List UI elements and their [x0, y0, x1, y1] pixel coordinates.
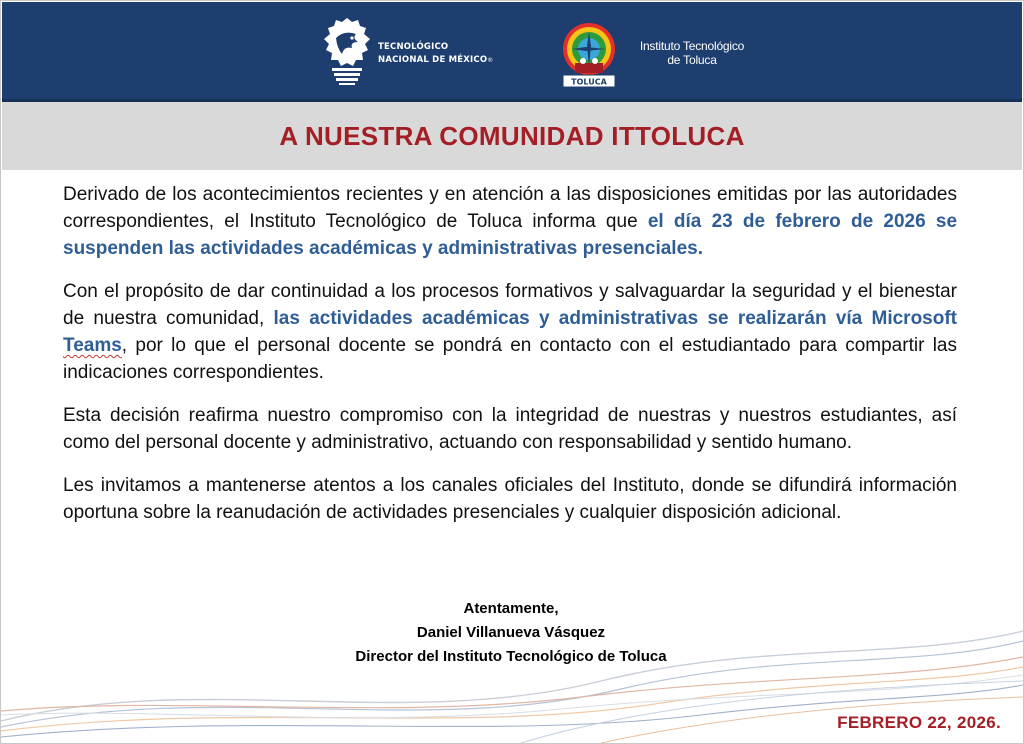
page-title: A NUESTRA COMUNIDAD ITTOLUCA	[279, 121, 745, 151]
closing: Atentamente,	[463, 600, 559, 617]
paragraph-2-end: , por lo que el personal docente se pondrá en contacto con el estudiantado para compartir las indicaciones correspondientes.	[63, 335, 957, 383]
date: FEBRERO 22, 2026.	[837, 713, 1001, 732]
paragraph-1	[63, 181, 957, 262]
paragraph-2	[63, 278, 957, 386]
signer-position: Director del Instituto Tecnológico de Toluca	[355, 648, 667, 665]
paragraph-2-text: Con el propósito de dar continuidad a los procesos formativos y salvaguardar la seguridad y el bienestar de nuestra comunidad,	[63, 281, 957, 329]
signer-name: Daniel Villanueva Vásquez	[416, 624, 606, 641]
itt-toluca-emblem-icon	[555, 19, 623, 89]
paragraph-3: Esta decisión reafirma nuestro compromiso con la integridad de nuestras y nuestros estudiantes, así como del personal docente y administrativo, actuando con responsabilidad y sentido humano.	[63, 405, 957, 453]
itt-line-1: Instituto Tecnológico	[639, 39, 745, 53]
paragraph-1-highlight: el día 23 de febrero de 2026 se suspenden las actividades académicas y administrativas presenciales	[63, 211, 958, 259]
itt-line-2: de Toluca	[667, 53, 717, 67]
registered-mark: ®	[487, 57, 494, 64]
tecnm-line-1: TECNOLÓGICO	[378, 42, 449, 52]
tecnm-logo-icon	[322, 16, 372, 86]
title-band	[2, 102, 1022, 170]
paragraph-2-highlight: las actividades académicas y administrativas se realizarán vía Microsoft	[273, 308, 957, 329]
tecnm-line-2: NACIONAL DE MÉXICO	[378, 55, 488, 65]
itt-name	[630, 39, 754, 67]
teams-word: Teams	[63, 335, 122, 356]
paragraph-1-end: .	[697, 238, 703, 259]
tecnm-name	[378, 41, 493, 67]
itt-logo-banner: TOLUCA	[571, 77, 607, 87]
announcement-body	[63, 181, 957, 542]
paragraph-1-text: Derivado de los acontecimientos recientes y en atención a las disposiciones emitidas por las autoridades correspondientes, el Instituto Tecnológico de Toluca informa que	[63, 184, 957, 232]
header-bar	[2, 2, 1022, 102]
signature-block	[1, 597, 1021, 669]
paragraph-4: Les invitamos a mantenerse atentos a los canales oficiales del Instituto, donde se difundirá información oportuna sobre la reanudación de actividades presenciales y cualquier disposición adicional.	[63, 475, 957, 523]
